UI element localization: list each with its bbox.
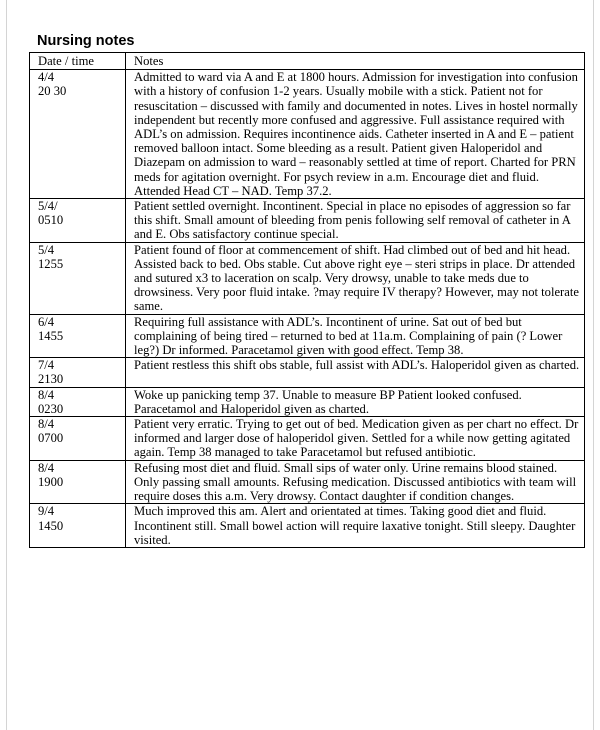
- date-time-cell: [30, 314, 126, 358]
- date-value: 8/4: [38, 417, 55, 432]
- note-cell: Patient settled overnight. Incontinent. Special in place no episodes of aggression so far this shift. Small amount of bleeding from penis following self removal of catheter in A and E. Obs satisfactory continue special.: [126, 199, 585, 243]
- column-header-notes: Notes: [126, 53, 585, 70]
- nursing-notes-table: [29, 52, 585, 548]
- page-title: Nursing notes: [37, 33, 135, 49]
- note-cell: Woke up panicking temp 37. Unable to measure BP Patient looked confused. Paracetamol and Haloperidol given as charted.: [126, 387, 585, 416]
- table-row: [30, 460, 585, 504]
- date-time-cell: [30, 460, 126, 504]
- date-time-cell: [30, 504, 126, 548]
- time-value: 0510: [38, 213, 64, 228]
- table-row: [30, 314, 585, 358]
- time-value: 0700: [38, 431, 64, 446]
- date-value: 8/4: [38, 387, 55, 402]
- note-cell: Patient very erratic. Trying to get out of bed. Medication given as per chart no effect. Dr informed and larger dose of haloperidol given. Settled for a while now getting agitated again. Temp 38 managed to take Paracetamol but refused antibiotic.: [126, 417, 585, 461]
- document-page: [6, 0, 594, 730]
- note-cell: Patient found of floor at commencement of shift. Had climbed out of bed and hit head. Assisted back to bed. Obs stable. Cut above right eye – steri strips in place. Dr attended and sutured x3 to laceration on scalp. Very drowsy, unable to take meds due to drowsiness. Very poor fluid intake. ?may require IV therapy? However, may not tolerate same.: [126, 242, 585, 314]
- date-value: 5/4/: [38, 199, 58, 214]
- date-value: 6/4: [38, 314, 55, 329]
- note-cell: Much improved this am. Alert and orientated at times. Taking good diet and fluid. Incontinent still. Small bowel action will require laxative tonight. Still sleepy. Daughter visited.: [126, 504, 585, 548]
- table-row: [30, 387, 585, 416]
- note-cell: Refusing most diet and fluid. Small sips of water only. Urine remains blood stained. Only passing small amounts. Refusing medication. Discussed antibiotics with team will require doses this a.m. Very drowsy. Contact daughter if condition changes.: [126, 460, 585, 504]
- column-header-date: Date / time: [30, 53, 126, 70]
- time-value: 20 30: [38, 84, 67, 99]
- time-value: 2130: [38, 372, 64, 387]
- table-header-row: [30, 53, 585, 70]
- date-value: 5/4: [38, 242, 55, 257]
- time-value: 1455: [38, 328, 64, 343]
- date-time-cell: [30, 199, 126, 243]
- time-value: 1255: [38, 256, 64, 271]
- time-value: 1900: [38, 474, 64, 489]
- date-value: 7/4: [38, 358, 55, 373]
- table-row: [30, 417, 585, 461]
- date-time-cell: [30, 417, 126, 461]
- table-row: [30, 504, 585, 548]
- table-row: [30, 358, 585, 387]
- note-cell: Patient restless this shift obs stable, full assist with ADL’s. Haloperidol given as charted.: [126, 358, 585, 387]
- date-time-cell: [30, 70, 126, 199]
- note-cell: Admitted to ward via A and E at 1800 hours. Admission for investigation into confusion with a history of confusion 1-2 years. Usually mobile with a stick. Patient not for resuscitation – discussed with family and documented in notes. Lives in hostel normally independent but recently more confused and aggressive. Full assistance required with ADL’s on admission. Requires incontinence aids. Catheter inserted in A and E – patient removed balloon intact. Some bleeding as a result. Patient given Haloperidol and Diazepam on admission to ward – reasonably settled at time of report. Charted for PRN meds for agitation overnight. For psych review in a.m. Encourage diet and fluid. Attended Head CT – NAD. Temp 37.2.: [126, 70, 585, 199]
- date-value: 9/4: [38, 504, 55, 519]
- date-value: 4/4: [38, 70, 55, 85]
- time-value: 1450: [38, 518, 64, 533]
- table-row: [30, 70, 585, 199]
- time-value: 0230: [38, 401, 64, 416]
- date-value: 8/4: [38, 460, 55, 475]
- date-time-cell: [30, 358, 126, 387]
- date-time-cell: [30, 242, 126, 314]
- note-cell: Requiring full assistance with ADL’s. Incontinent of urine. Sat out of bed but complaining of being tired – returned to bed at 11a.m. Complaining of pain (? Lower leg?) Dr informed. Paracetamol given with good effect. Temp 38.: [126, 314, 585, 358]
- table-row: [30, 242, 585, 314]
- date-time-cell: [30, 387, 126, 416]
- table-row: [30, 199, 585, 243]
